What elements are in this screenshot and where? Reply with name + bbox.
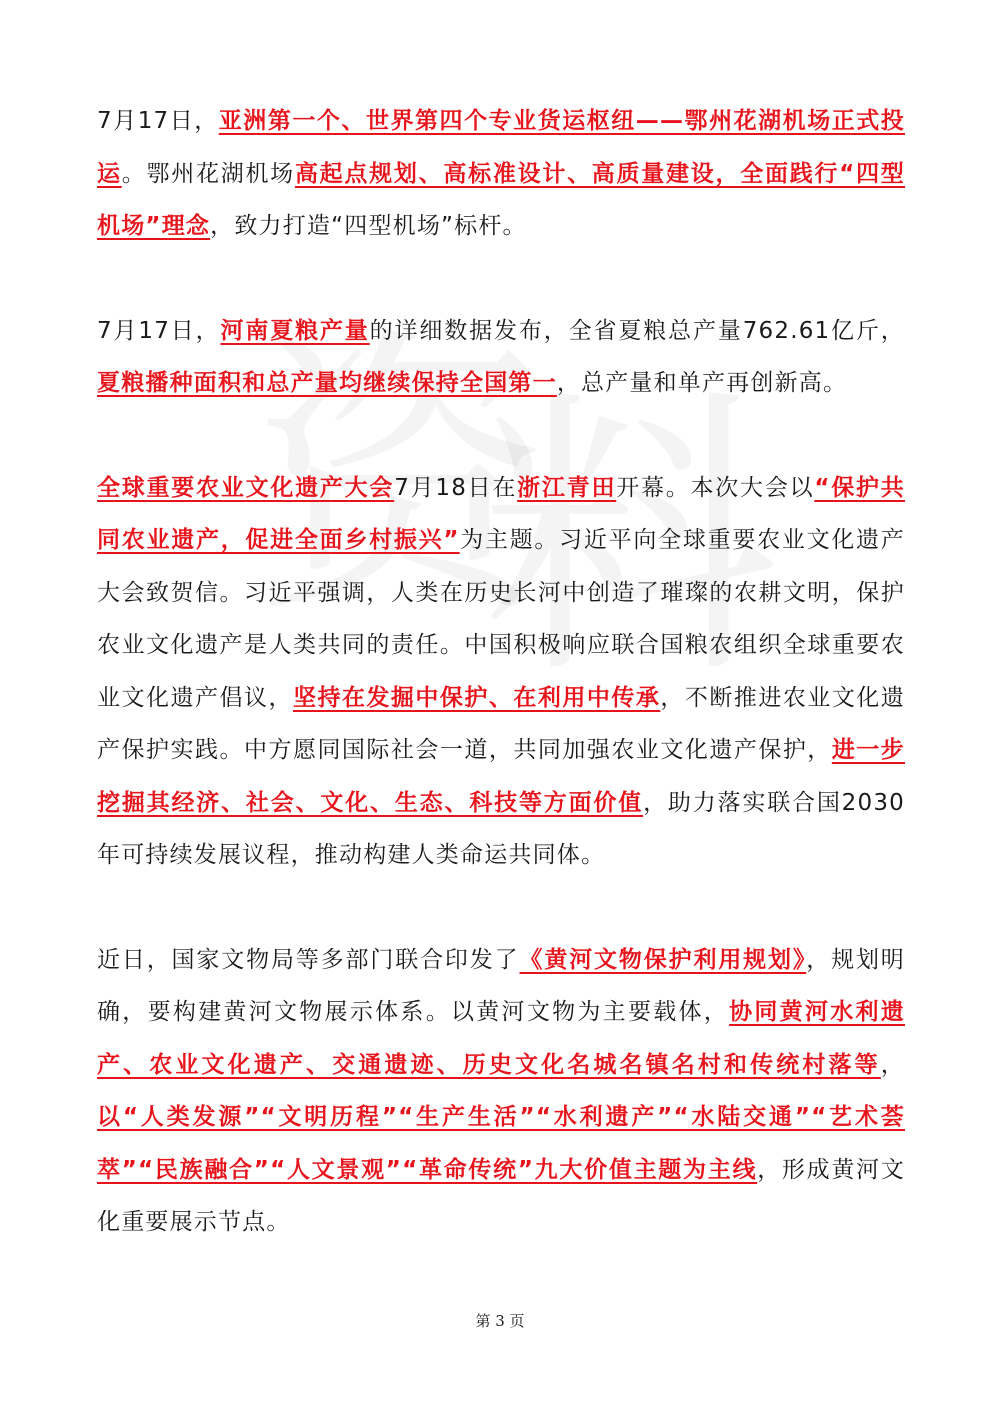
body-text: 7月17日， xyxy=(97,317,221,344)
news-paragraph xyxy=(97,462,905,882)
body-text: 。鄂州花湖机场 xyxy=(121,160,295,187)
body-text: 为主题。习近平向全球重要农业文化遗产大会致贺信。习近平强调，人类在历史长河中创造了璀璨的农耕文明，保护农业文化遗产是人类共同的责任。中国积极响应联合国粮农组织全球重要农业文化遗产倡议， xyxy=(97,527,905,711)
highlighted-text: 以“人类发源”“文明历程”“生产生活”“水利遗产”“水陆交通”“艺术荟萃”“民族融合”“人文景观”“革命传统”九大价值主题为主线 xyxy=(97,1104,905,1183)
body-text: ，总产量和单产再创新高。 xyxy=(556,370,848,396)
highlighted-text: 全球重要农业文化遗产大会 xyxy=(97,474,395,501)
highlighted-text: 夏粮播种面积和总产量均继续保持全国第一 xyxy=(97,370,557,396)
highlighted-text: 坚持在发掘中保护、在利用中传承 xyxy=(292,684,661,711)
body-text: 开幕。本次大会以 xyxy=(616,474,815,501)
news-paragraph xyxy=(97,95,905,253)
body-text: 7月17日， xyxy=(97,108,219,134)
highlighted-text: “保护共同农业遗产，促进全面乡村振兴” xyxy=(97,474,905,553)
highlighted-text: 高起点规划、高标准设计、高质量建设，全面践行“四型机场”理念 xyxy=(97,160,906,239)
body-text: 7月18日在 xyxy=(394,474,518,501)
body-text: ，形成黄河文化重要展示节点。 xyxy=(97,1156,905,1235)
body-text: ，致力打造“四型机场”标杆。 xyxy=(210,213,527,239)
body-text: ，不断推进农业文化遗产保护实践。中方愿同国际社会一道，共同加强农业文化遗产保护， xyxy=(97,684,906,763)
highlighted-text: 协同黄河水利遗产、农业文化遗产、交通遗迹、历史文化名城名镇名村和传统村落等 xyxy=(97,999,905,1078)
news-paragraph xyxy=(97,934,905,1249)
document-body xyxy=(97,95,905,1301)
highlighted-text: 进一步挖掘其经济、社会、文化、生态、科技等方面价值 xyxy=(97,737,905,816)
body-text: 近日，国家文物局等多部门联合印发了 xyxy=(97,946,520,973)
body-text: ，规划明确，要构建黄河文物展示体系。以黄河文物为主要载体， xyxy=(97,946,905,1025)
body-text: ，助力落实联合国2030年可持续发展议程，推动构建人类命运共同体。 xyxy=(97,789,906,868)
page-number: 第 3 页 xyxy=(475,1312,525,1330)
body-text: ， xyxy=(880,1051,905,1078)
body-text: 的详细数据发布，全省夏粮总产量762.61亿斤， xyxy=(369,317,905,344)
highlighted-text: 《黄河文物保护利用规划》 xyxy=(519,946,807,973)
highlighted-text: 亚洲第一个、世界第四个专业货运枢纽——鄂州花湖机场正式投运 xyxy=(97,108,905,187)
highlighted-text: 河南夏粮产量 xyxy=(220,317,370,344)
news-paragraph xyxy=(97,305,905,410)
highlighted-text: 浙江青田 xyxy=(517,474,617,501)
